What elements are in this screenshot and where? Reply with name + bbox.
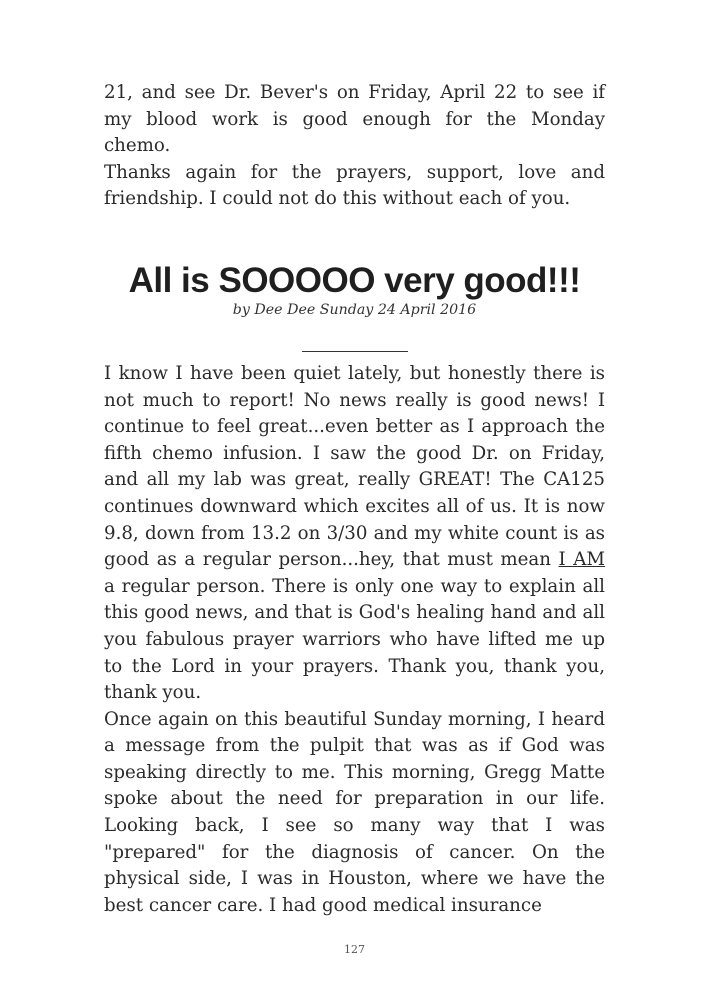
post-paragraph-1-start: I know I have been quiet lately, but honestly there is not much to report! No news really is good news! I continue to feel great...even better as I approach the fifth chemo infusion. I saw the good Dr. on Friday, and all my lab was great, really GREAT! The CA125 continues downward which excites all of us. It is now 9.8, down from 13.2 on 3/30 and my white count is as good as a regular person...hey, that must mean bbox=[104, 362, 605, 571]
document-page bbox=[104, 80, 605, 919]
intro-paragraph-1: 21, and see Dr. Bever's on Friday, April 22 to see if my blood work is good enough for the Monday chemo. bbox=[104, 82, 605, 157]
post-paragraph-1 bbox=[104, 361, 605, 707]
post-byline: by Dee Dee Sunday 24 April 2016 bbox=[232, 301, 477, 318]
underlined-emphasis: I AM bbox=[558, 549, 605, 571]
page-number: 127 bbox=[344, 943, 365, 956]
divider-line bbox=[302, 339, 408, 352]
post-paragraph-2: Once again on this beautiful Sunday morning, I heard a message from the pulpit that was as if God was speaking directly to me. This morning, Gregg Matte spoke about the need for preparation in our life. Looking back, I see so many way that I was "prepared" for the diagnosis of cancer. On the physical side, I was in Houston, where we have the best cancer care. I had good medical insurance bbox=[104, 708, 605, 916]
post-title: All is SOOOOO very good!!! bbox=[128, 260, 581, 300]
post-paragraph-1-end: a regular person. There is only one way to explain all this good news, and that is God's healing hand and all you fabulous prayer warriors who have lifted me up to the Lord in your prayers. Thank you, thank you, thank you. bbox=[104, 575, 605, 704]
divider bbox=[104, 337, 605, 357]
intro-paragraph-2: Thanks again for the prayers, support, love and friendship. I could not do this without each of you. bbox=[104, 161, 605, 210]
